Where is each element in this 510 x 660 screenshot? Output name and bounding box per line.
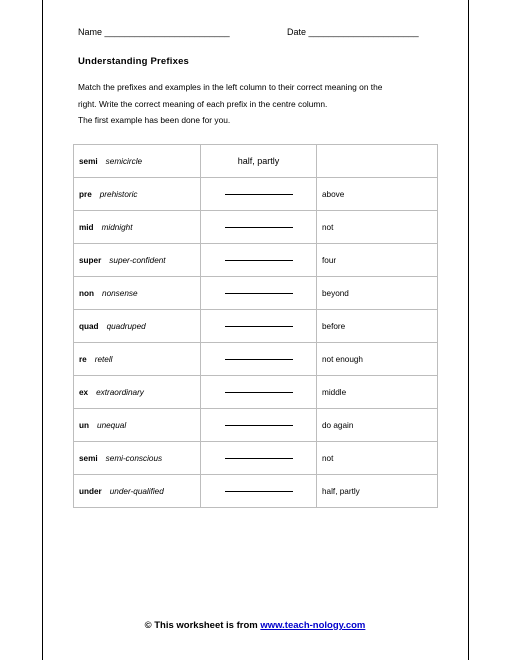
meaning-cell: beyond [317,277,438,310]
table-row [74,442,438,475]
instructions-line-1: Match the prefixes and examples in the left column to their correct meaning on the [78,82,383,92]
table-row [74,178,438,211]
prefix-text: re [79,354,87,364]
instructions-line-2: right. Write the correct meaning of each prefix in the centre column. [78,98,328,109]
meaning-cell: above [317,178,438,211]
example-word: semicircle [105,156,143,166]
footer-link[interactable]: www.teach-nology.com [260,620,366,631]
prefix-cell [74,211,201,244]
example-word: retell [94,354,113,364]
meaning-cell [317,145,438,178]
answer-cell[interactable] [201,178,317,211]
prefix-text: semi [79,453,98,463]
answer-cell [201,145,317,178]
date-field-label[interactable]: Date ______________________ [287,27,419,37]
meaning-cell: half, partly [317,475,438,508]
table-row [74,409,438,442]
answer-cell[interactable] [201,409,317,442]
prefix-cell [74,277,201,310]
answer-text: half, partly [237,156,280,166]
page-border-right [468,0,469,660]
meaning-cell: before [317,310,438,343]
prefix-text: non [79,288,95,298]
answer-blank-line[interactable] [225,325,293,327]
answer-cell[interactable] [201,442,317,475]
example-word: nonsense [102,288,138,298]
prefix-table [73,144,437,508]
instructions [78,79,438,129]
example-word: midnight [101,222,133,232]
example-word: quadruped [106,321,146,331]
answer-cell[interactable] [201,277,317,310]
answer-blank-line[interactable] [225,457,293,459]
answer-blank-line[interactable] [225,490,293,492]
table-row [74,310,438,343]
answer-blank-line[interactable] [225,193,293,195]
prefix-text: under [79,486,102,496]
page-border-left [42,0,43,660]
meaning-cell: not [317,211,438,244]
answer-blank-line[interactable] [225,391,293,393]
prefix-cell [74,310,201,343]
meaning-cell: four [317,244,438,277]
answer-cell[interactable] [201,310,317,343]
worksheet-title: Understanding Prefixes [78,56,190,67]
answer-blank-line[interactable] [225,259,293,261]
answer-cell[interactable] [201,475,317,508]
prefix-cell [74,475,201,508]
answer-cell[interactable] [201,244,317,277]
footer-credit [0,620,510,631]
worksheet-header [78,27,438,41]
instructions-line-3: The first example has been done for you. [78,115,231,125]
prefix-cell [74,244,201,277]
table-row [74,343,438,376]
footer-text: © This worksheet is from [144,620,261,631]
table-row [74,376,438,409]
table-row [74,277,438,310]
example-word: under-qualified [109,486,164,496]
answer-cell[interactable] [201,376,317,409]
table-row [74,145,438,178]
prefix-cell [74,178,201,211]
example-word: extraordinary [96,387,144,397]
answer-blank-line[interactable] [225,226,293,228]
example-word: unequal [97,420,127,430]
answer-blank-line[interactable] [225,358,293,360]
prefix-text: un [79,420,90,430]
prefix-cell [74,343,201,376]
prefix-cell [74,376,201,409]
example-word: super-confident [109,255,166,265]
name-field-label[interactable]: Name _________________________ [78,27,230,37]
meaning-cell: middle [317,376,438,409]
meaning-cell: not [317,442,438,475]
table-row [74,244,438,277]
answer-cell[interactable] [201,343,317,376]
prefix-cell [74,145,201,178]
table-row [74,475,438,508]
prefix-text: pre [79,189,92,199]
answer-blank-line[interactable] [225,292,293,294]
table-row [74,211,438,244]
meaning-cell: do again [317,409,438,442]
prefix-text: mid [79,222,94,232]
prefix-cell [74,409,201,442]
prefix-text: semi [79,156,98,166]
prefix-text: ex [79,387,89,397]
meaning-cell: not enough [317,343,438,376]
prefix-text: super [79,255,102,265]
example-word: semi-conscious [105,453,163,463]
answer-blank-line[interactable] [225,424,293,426]
example-word: prehistoric [99,189,138,199]
answer-cell[interactable] [201,211,317,244]
prefix-text: quad [79,321,99,331]
prefix-cell [74,442,201,475]
